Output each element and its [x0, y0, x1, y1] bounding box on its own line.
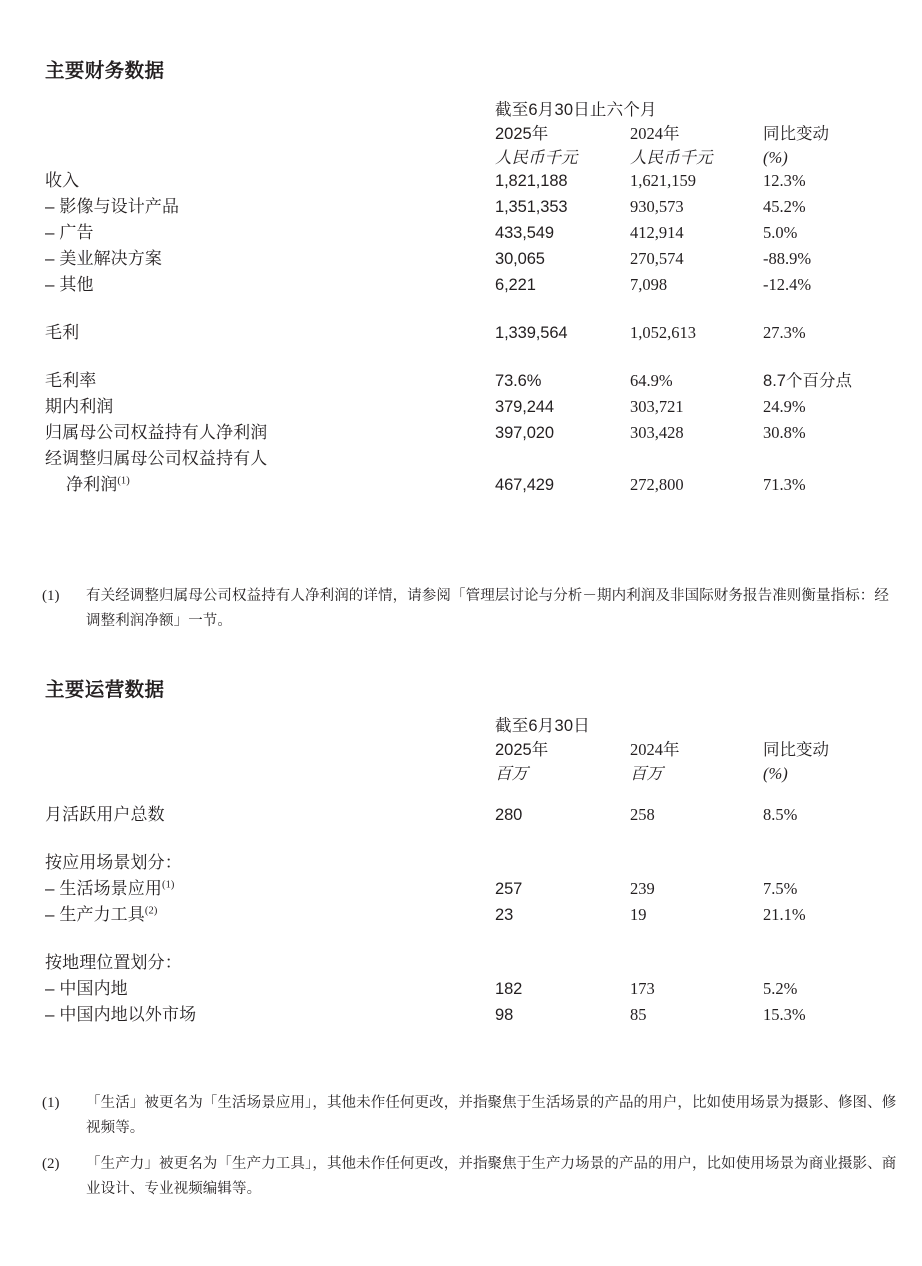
- financial-footnote-1: [42, 584, 897, 634]
- cell-v1: [495, 446, 630, 472]
- footnote-reference: (1): [161, 879, 175, 891]
- table-row: [45, 168, 893, 194]
- header-spacer-right: [763, 712, 893, 736]
- row-label: 期内利润: [45, 397, 114, 416]
- row-label: 收入: [45, 171, 80, 190]
- header-row-period: [45, 96, 893, 120]
- cell-v3: -88.9%: [763, 249, 812, 268]
- footnote-reference: (2): [144, 905, 158, 917]
- cell-v1: 1,351,353: [495, 198, 568, 216]
- operational-section-title: 主要运营数据: [45, 679, 165, 702]
- financial-table-body: [45, 168, 893, 498]
- footnote-text: 「生产力」被更名为「生产力工具」，其他未作任何更改，并指聚焦于生产力场景的产品的用户，比如使用场景为商业摄影、商业设计、专业视频编辑等。: [86, 1156, 897, 1197]
- row-label: 经调整归属母公司权益持有人: [45, 449, 268, 468]
- row-label: – 中国内地以外市场: [45, 1005, 197, 1024]
- header-unit-prior: 人民币千元: [630, 148, 713, 167]
- cell-v3: 5.0%: [763, 223, 798, 242]
- row-label: – 其他: [45, 275, 94, 294]
- row-label: [45, 902, 495, 928]
- header-unit-current: 人民币千元: [495, 149, 578, 167]
- header-period-label: 截至6月30日: [495, 717, 590, 735]
- cell-v2: 19: [630, 905, 647, 924]
- row-label: 毛利: [45, 323, 80, 342]
- table-row: [45, 272, 893, 298]
- row-label: 月活跃用户总数: [45, 805, 165, 824]
- cell-v2: 7,098: [630, 275, 668, 294]
- footnote-marker: (1): [42, 1095, 60, 1111]
- cell-v1: [495, 928, 630, 976]
- header-row-units: [45, 144, 893, 168]
- table-row: [45, 828, 893, 876]
- cell-v3: 45.2%: [763, 197, 806, 216]
- cell-v3: 8.5%: [763, 805, 798, 824]
- row-label: [45, 472, 495, 498]
- table-row: [45, 472, 893, 498]
- header-change-label: 同比变动: [763, 125, 830, 143]
- cell-v3: 8.7个百分点: [763, 372, 852, 390]
- row-label: – 中国内地: [45, 979, 128, 998]
- table-row: [45, 346, 893, 394]
- cell-v1: 379,244: [495, 398, 554, 416]
- table-row: [45, 394, 893, 420]
- cell-v2: 64.9%: [630, 371, 673, 390]
- footnote-text: 「生活」被更名为「生活场景应用」，其他未作任何更改，并指聚焦于生活场景的产品的用户，比如使用场景为摄影、修图、修视频等。: [86, 1095, 897, 1136]
- operational-footnote-2: [42, 1152, 897, 1202]
- table-row: [45, 446, 893, 472]
- cell-v2: 303,428: [630, 423, 684, 442]
- cell-v1: 397,020: [495, 424, 554, 442]
- row-label: 归属母公司权益持有人净利润: [45, 423, 268, 442]
- cell-v2: 930,573: [630, 197, 684, 216]
- cell-v2: 173: [630, 979, 655, 998]
- cell-v3: 12.3%: [763, 171, 806, 190]
- header-spacer-right: [763, 96, 893, 120]
- table-row: [45, 420, 893, 446]
- row-label: – 广告: [45, 223, 94, 242]
- table-row: [45, 784, 893, 828]
- table-row: [45, 246, 893, 272]
- header-spacer: [45, 736, 495, 760]
- header-year-prior: 2024年: [630, 740, 680, 759]
- header-row-units: [45, 760, 893, 784]
- footnote-marker: (2): [42, 1156, 60, 1172]
- header-unit-prior: 百万: [630, 764, 663, 783]
- header-spacer: [45, 760, 495, 784]
- header-unit-change: (%): [763, 764, 788, 783]
- cell-v1: 280: [495, 806, 523, 824]
- header-year-current: 2025年: [495, 125, 549, 143]
- cell-v3: -12.4%: [763, 275, 812, 294]
- table-row: [45, 928, 893, 976]
- footnote-marker: (1): [42, 588, 60, 604]
- cell-v1: 23: [495, 906, 514, 924]
- header-spacer: [45, 96, 495, 120]
- cell-v2: 1,052,613: [630, 323, 696, 342]
- cell-v1: 182: [495, 980, 523, 998]
- cell-v3: 27.3%: [763, 323, 806, 342]
- operational-table-header: [45, 712, 893, 784]
- cell-v1: 433,549: [495, 224, 554, 242]
- header-unit-current: 百万: [495, 765, 528, 783]
- cell-v1: [495, 828, 630, 876]
- cell-v2: [630, 928, 763, 976]
- cell-v1: 257: [495, 880, 523, 898]
- cell-v3: 24.9%: [763, 397, 806, 416]
- cell-v2: 270,574: [630, 249, 684, 268]
- header-spacer: [45, 144, 495, 168]
- table-row: [45, 220, 893, 246]
- row-label-text: – 生活场景应用: [45, 879, 162, 898]
- header-unit-change: (%): [763, 148, 788, 167]
- cell-v3: 71.3%: [763, 475, 806, 494]
- cell-v1: 6,221: [495, 276, 536, 294]
- cell-v2: 272,800: [630, 475, 684, 494]
- table-row: [45, 194, 893, 220]
- cell-v3: 7.5%: [763, 879, 798, 898]
- cell-v3: [763, 446, 893, 472]
- cell-v2: 303,721: [630, 397, 684, 416]
- header-period-label: 截至6月30日止六个月: [495, 101, 657, 119]
- header-row-years: [45, 120, 893, 144]
- footnote-reference: (1): [117, 475, 130, 487]
- row-label: 按应用场景划分：: [45, 853, 182, 872]
- header-year-current: 2025年: [495, 741, 549, 759]
- header-spacer: [45, 120, 495, 144]
- cell-v1: 30,065: [495, 250, 545, 268]
- table-row: [45, 902, 893, 928]
- table-row: [45, 1002, 893, 1028]
- cell-v3: 21.1%: [763, 905, 806, 924]
- cell-v2: 1,621,159: [630, 171, 696, 190]
- row-label-text: – 生产力工具: [45, 905, 145, 924]
- header-row-period: [45, 712, 893, 736]
- cell-v1: 467,429: [495, 476, 554, 494]
- cell-v2: 239: [630, 879, 655, 898]
- cell-v1: 98: [495, 1006, 514, 1024]
- financial-data-table: [45, 96, 893, 498]
- cell-v3: 30.8%: [763, 423, 806, 442]
- operational-footnote-1: [42, 1091, 897, 1141]
- cell-v3: 15.3%: [763, 1005, 806, 1024]
- cell-v1: 73.6%: [495, 372, 542, 390]
- header-spacer: [45, 712, 495, 736]
- cell-v2: 258: [630, 805, 655, 824]
- cell-v2: 85: [630, 1005, 647, 1024]
- table-row: [45, 976, 893, 1002]
- financial-section-title: 主要财务数据: [45, 60, 165, 83]
- operational-table-body: [45, 784, 893, 1028]
- cell-v2: [630, 446, 763, 472]
- row-label: – 影像与设计产品: [45, 197, 180, 216]
- cell-v3: [763, 828, 893, 876]
- header-year-prior: 2024年: [630, 124, 680, 143]
- cell-v2: [630, 828, 763, 876]
- cell-v2: 412,914: [630, 223, 684, 242]
- footnote-text: 有关经调整归属母公司权益持有人净利润的详情，请参阅「管理层讨论与分析－期内利润及非国际财务报告准则衡量指标：经调整利润净额」一节。: [86, 588, 889, 629]
- cell-v1: 1,339,564: [495, 324, 568, 342]
- cell-v3: 5.2%: [763, 979, 798, 998]
- row-label: [45, 876, 495, 902]
- row-label: – 美业解决方案: [45, 249, 162, 268]
- table-row: [45, 298, 893, 346]
- cell-v1: 1,821,188: [495, 172, 568, 190]
- row-label: 按地理位置划分：: [45, 953, 182, 972]
- header-row-years: [45, 736, 893, 760]
- operational-data-table: [45, 712, 893, 1028]
- table-row: [45, 876, 893, 902]
- financial-table-header: [45, 96, 893, 168]
- row-label-text: 净利润: [66, 475, 118, 494]
- cell-v3: [763, 928, 893, 976]
- header-change-label: 同比变动: [763, 741, 829, 759]
- row-label: 毛利率: [45, 371, 97, 390]
